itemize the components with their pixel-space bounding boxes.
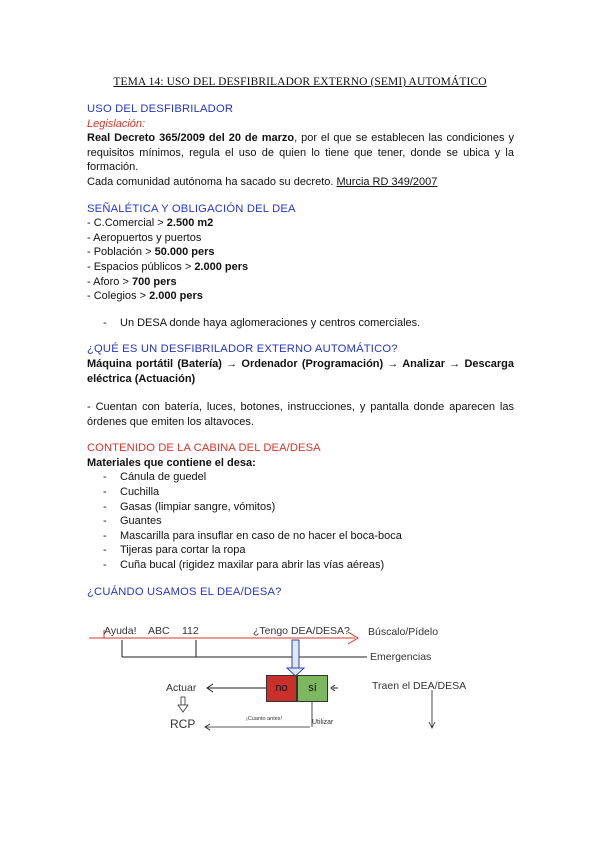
- list-item: - Gasas (limpiar sangre, vómitos): [103, 500, 514, 515]
- item-value: 2.000 pers: [149, 290, 203, 303]
- diagram-label-ayuda: Ayuda!: [104, 625, 137, 637]
- diagram-label-emergencias: Emergencias: [370, 651, 432, 663]
- item-value: 2.000 pers: [194, 260, 249, 273]
- decision-si-box: [297, 675, 328, 702]
- diagram-label-rcp: RCP: [170, 717, 196, 731]
- document-title: TEMA 14: USO DEL DESFIBRILADOR EXTERNO (SEMI) AUTOMÁTICO: [113, 76, 487, 88]
- list-item: - Cuchilla: [103, 485, 514, 500]
- diagram-label-traen: Traen el DEA/DESA: [372, 680, 467, 692]
- section-heading-contenido: CONTENIDO DE LA CABINA DEL DEA/DESA: [87, 442, 321, 455]
- item-text: - C.Comercial >: [87, 217, 167, 230]
- dea-description: - Cuentan con batería, luces, botones, instrucciones, y pantalla donde aparecen las órdenes que emiten los altavoces.: [87, 401, 514, 428]
- item-value: 700 pers: [131, 275, 177, 288]
- murcia-decree-link[interactable]: Murcia RD 349/2007: [336, 175, 438, 188]
- decree-description: , por el que se establecen las condiciones y requisitos mínimos, regula el uso de quien lo tiene que tener, donde se ubica y la formación.: [87, 132, 514, 174]
- section-heading-senaletica: SEÑALÉTICA Y OBLIGACIÓN DEL DEA: [87, 202, 296, 215]
- definition-text: Máquina portátil (Batería) → Ordenador (Programación) → Analizar → Descarga eléctrica (Actuación): [87, 357, 514, 385]
- diagram-label-actuar: Actuar: [166, 682, 197, 694]
- diagram-label-abc: ABC: [148, 625, 170, 637]
- diagram-label-utilizar: Utilizar: [312, 719, 334, 726]
- item-value: 2.500 m2: [166, 217, 214, 230]
- decision-arrow-shaft: [292, 640, 299, 668]
- diagram-label-buscalo: Búscalo/Pídelo: [368, 626, 439, 638]
- diagram-label-tengo-dea: ¿Tengo DEA/DESA?: [253, 625, 350, 637]
- item-value: 50.000 pers: [154, 246, 215, 259]
- item-text: - Aeropuertos y puertos: [87, 231, 202, 244]
- regional-decree-text: Cada comunidad autónoma ha sacado su decreto.: [87, 175, 337, 188]
- materials-title: Materiales que contiene el desa:: [87, 456, 256, 469]
- no-label: no: [275, 682, 288, 694]
- list-item: - Mascarilla para insuflar en caso de no hacer el boca-boca: [103, 529, 514, 544]
- section-heading-que-es: ¿QUÉ ES UN DESFIBRILADOR EXTERNO AUTOMÁTICO?: [87, 343, 398, 356]
- list-item: - Guantes: [103, 514, 514, 529]
- diagram-label-cuanto-antes: ¡Cuanto antes!: [246, 716, 283, 722]
- diagram-label-112: 112: [182, 625, 199, 637]
- list-item: - Tijeras para cortar la ropa: [103, 543, 514, 558]
- item-text: - Colegios >: [87, 290, 150, 303]
- decision-no-box: [266, 675, 297, 702]
- section-heading-cuando: ¿CUÁNDO USAMOS EL DEA/DESA?: [87, 585, 282, 598]
- list-item: - Un DESA donde haya aglomeraciones y centros comerciales.: [103, 316, 514, 331]
- list-item: - Cuña bucal (rigidez maxilar para abrir las vías aéreas): [103, 558, 514, 573]
- subheading-legislacion: Legislación:: [87, 117, 146, 130]
- item-text: - Aforo >: [87, 275, 132, 288]
- item-text: - Población >: [87, 246, 155, 259]
- si-label: sí: [308, 682, 317, 694]
- section-heading-uso: USO DEL DESFIBRILADOR: [87, 103, 234, 115]
- item-text: - Espacios públicos >: [87, 260, 195, 273]
- decree-title: Real Decreto 365/2009 del 20 de marzo: [87, 132, 295, 145]
- list-item: - Cánula de guedel: [103, 470, 514, 485]
